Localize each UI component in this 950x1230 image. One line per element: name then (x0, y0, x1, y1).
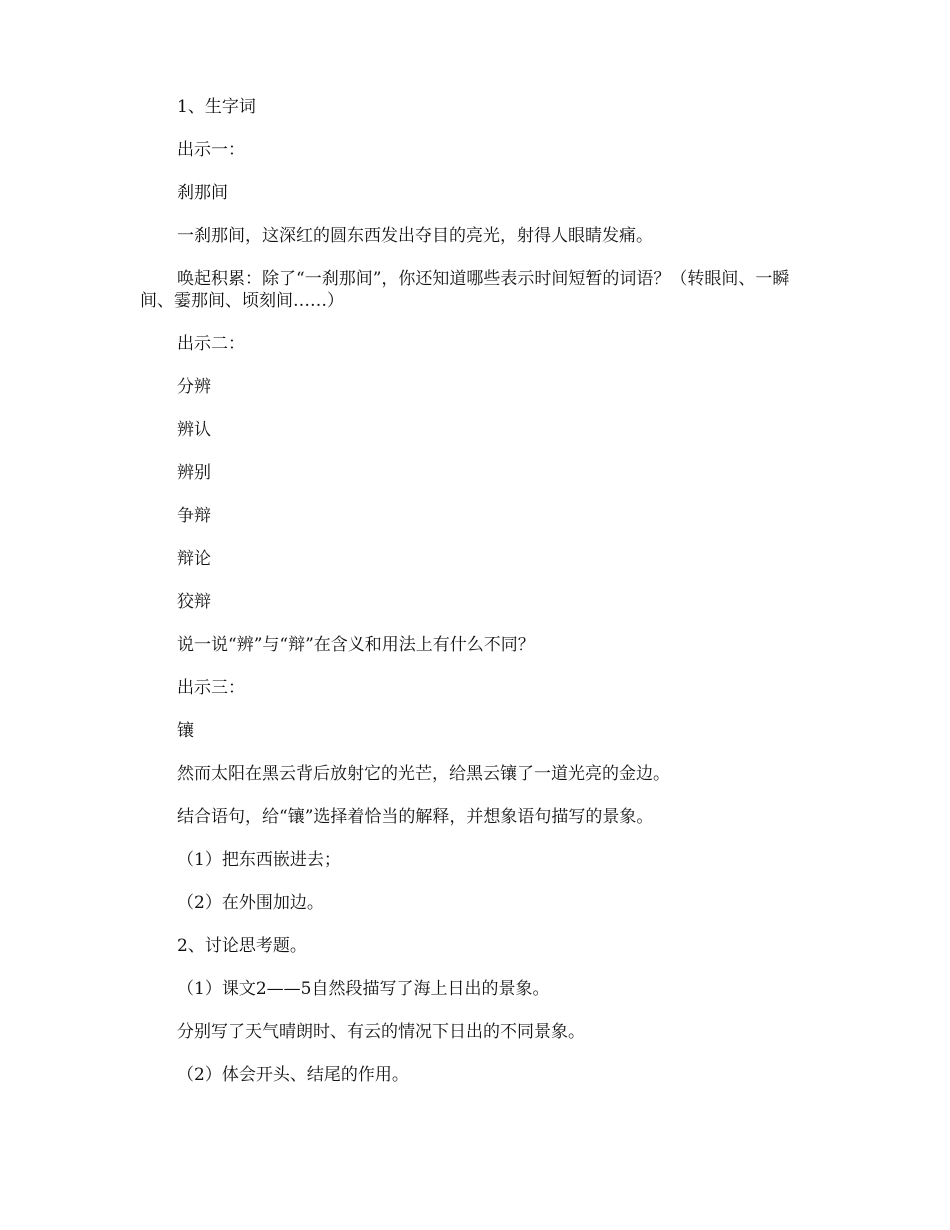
discussion-point: （2）体会开头、结尾的作用。 (177, 1065, 409, 1085)
exhibit-three-label: 出示三： (177, 678, 245, 698)
vocab-word: 辨认 (177, 420, 211, 440)
discussion-prompt: 说一说“辨”与“辩”在含义和用法上有什么不同？ (177, 635, 535, 655)
vocab-word: 分辨 (177, 377, 211, 397)
vocab-word: 争辩 (177, 506, 211, 526)
vocab-word: 辨别 (177, 463, 211, 483)
discussion-point: （1）课文2——5自然段描写了海上日出的景象。 (177, 979, 550, 999)
definition-option: （1）把东西嵌进去； (177, 850, 341, 870)
vocab-word: 狡辩 (177, 592, 211, 612)
section-heading-vocabulary: 1、生字词 (177, 97, 256, 117)
accumulation-prompt: 唤起积累：除了“一刹那间”，你还知道哪些表示时间短暂的词语？（转眼间、一瞬间、霎那间、顷刻间……） (140, 269, 790, 311)
exhibit-one-label: 出示一： (177, 140, 245, 160)
vocab-word: 镶 (177, 721, 194, 741)
vocab-word: 辩论 (177, 549, 211, 569)
document-body (140, 96, 800, 1107)
vocab-word: 刹那间 (177, 183, 228, 203)
exhibit-two-label: 出示二： (177, 334, 245, 354)
example-sentence: 一刹那间，这深红的圆东西发出夺目的亮光，射得人眼睛发痛。 (177, 226, 653, 246)
section-heading-discussion: 2、讨论思考题。 (177, 936, 307, 956)
definition-option: （2）在外围加边。 (177, 893, 324, 913)
example-sentence: 然而太阳在黑云背后放射它的光芒，给黑云镶了一道光亮的金边。 (177, 764, 670, 784)
exercise-instruction: 结合语句，给“镶”选择着恰当的解释，并想象语句描写的景象。 (177, 807, 654, 827)
discussion-detail: 分别写了天气晴朗时、有云的情况下日出的不同景象。 (177, 1022, 585, 1042)
